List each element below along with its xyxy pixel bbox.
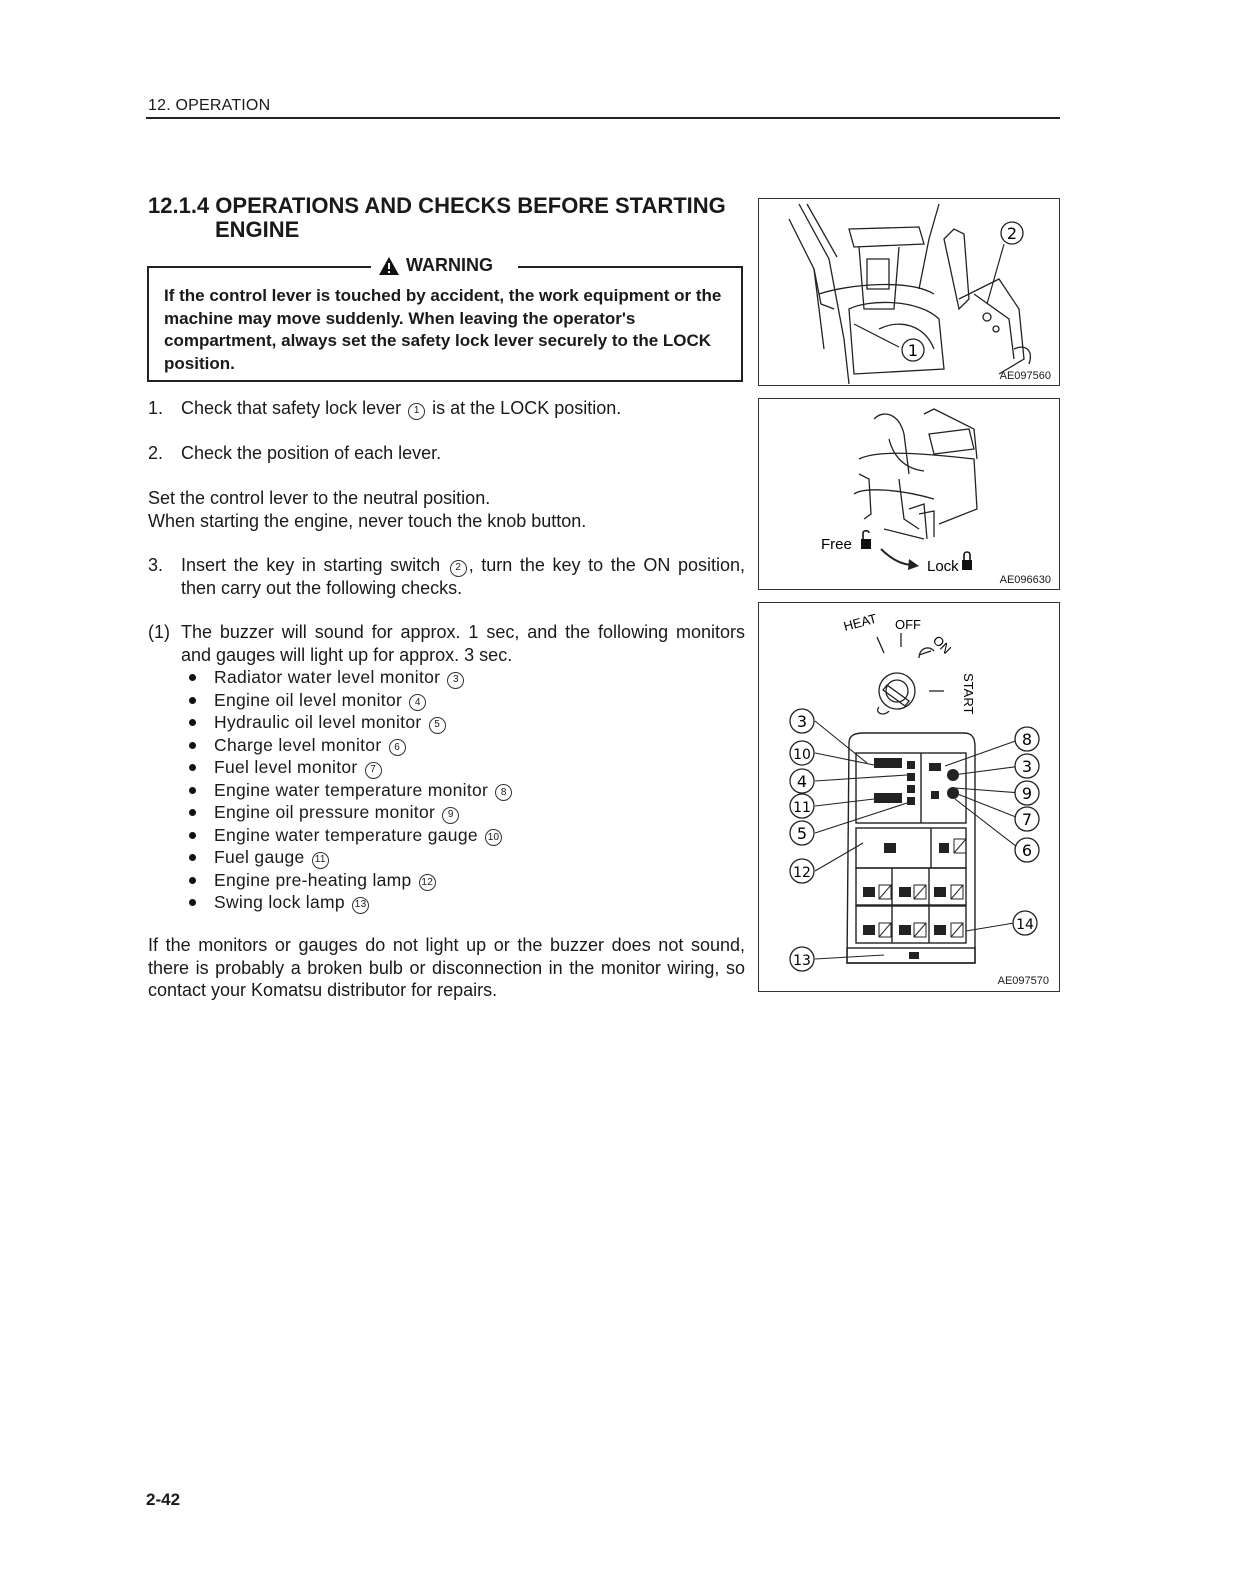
callout: 4 bbox=[796, 772, 808, 791]
step-3 bbox=[148, 554, 745, 599]
running-header: 12. OPERATION bbox=[148, 97, 271, 114]
warning-triangle-icon bbox=[378, 256, 400, 276]
callout: 14 bbox=[1016, 917, 1034, 933]
cab-illustration bbox=[759, 199, 1058, 384]
callout: 5 bbox=[796, 824, 808, 843]
callouts-right bbox=[1013, 727, 1039, 935]
warning-label: WARNING bbox=[406, 255, 493, 275]
ref-circle: 6 bbox=[389, 739, 406, 756]
ref-circle: 11 bbox=[312, 852, 329, 869]
ref-circle: 10 bbox=[485, 829, 502, 846]
list-item: Engine pre-heating lamp 12 bbox=[148, 869, 748, 892]
list-item: Engine water temperature gauge 10 bbox=[148, 824, 748, 847]
list-item: Swing lock lamp 13 bbox=[148, 891, 748, 914]
substep-1-number: (1) bbox=[148, 622, 170, 642]
callout: 3 bbox=[1021, 757, 1033, 776]
ref-circle: 13 bbox=[352, 897, 369, 914]
ref-circle: 9 bbox=[442, 807, 459, 824]
unlock-icon bbox=[861, 531, 871, 549]
step-3-text-a: Insert the key in starting switch bbox=[181, 555, 441, 575]
step-2 bbox=[148, 442, 748, 465]
warning-heading bbox=[378, 255, 493, 276]
step-3-number: 3. bbox=[148, 555, 164, 575]
ref-circle: 4 bbox=[409, 694, 426, 711]
ref-circle: 12 bbox=[419, 874, 436, 891]
free-label: Free bbox=[821, 536, 852, 553]
callouts-left bbox=[790, 709, 814, 971]
callout: 3 bbox=[796, 712, 808, 731]
callout: 10 bbox=[793, 747, 811, 763]
list-item: Engine water temperature monitor 8 bbox=[148, 779, 748, 802]
warning-text: If the control lever is touched by accident, the work equipment or the machine may move suddenly. When leaving the operator's compartment, always set the safety lock lever securely to the LOCK position. bbox=[164, 286, 722, 373]
callout: 1 bbox=[907, 341, 919, 360]
step-3-text-b: , turn the key to the ON position, then carry out the following checks. bbox=[181, 555, 745, 598]
callout: 13 bbox=[793, 953, 811, 969]
step-3-body bbox=[181, 554, 745, 599]
substep-1 bbox=[148, 621, 745, 666]
switch-label-on: ON bbox=[929, 632, 955, 657]
ref-circle: 5 bbox=[429, 717, 446, 734]
list-item: Hydraulic oil level monitor 5 bbox=[148, 711, 748, 734]
figure-code: AE096630 bbox=[999, 574, 1051, 586]
step-2-number: 2. bbox=[148, 443, 164, 463]
callout: 9 bbox=[1021, 784, 1033, 803]
note-line-1: Set the control lever to the neutral position. bbox=[148, 488, 491, 508]
section-title-line1: 12.1.4 OPERATIONS AND CHECKS BEFORE STARTING bbox=[148, 193, 726, 218]
figure-monitor-panel bbox=[758, 602, 1060, 992]
ref-circle: 2 bbox=[450, 560, 467, 577]
list-item: Fuel gauge 11 bbox=[148, 846, 748, 869]
page-number: 2-42 bbox=[146, 1490, 181, 1509]
step-1-text-a: Check that safety lock lever bbox=[181, 398, 402, 418]
callout: 2 bbox=[1006, 224, 1018, 243]
closing-paragraph: If the monitors or gauges do not light up or the buzzer does not sound, there is probably a broken bulb or disconnection in the monitor wiring, so contact your Komatsu distributor for repairs. bbox=[148, 935, 745, 1000]
substep-1-text: The buzzer will sound for approx. 1 sec, and the following monitors and gauges will light up for approx. 3 sec. bbox=[181, 622, 745, 665]
section-title-line2: ENGINE bbox=[215, 217, 300, 242]
step-2-text: Check the position of each lever. bbox=[181, 443, 442, 463]
callout: 7 bbox=[1021, 810, 1033, 829]
figure-code: AE097560 bbox=[999, 370, 1051, 382]
note bbox=[148, 487, 748, 532]
callout: 11 bbox=[793, 800, 811, 816]
ref-circle: 7 bbox=[365, 762, 382, 779]
step-1 bbox=[148, 397, 748, 420]
switch-label-off: OFF bbox=[895, 617, 921, 632]
section-title bbox=[148, 194, 738, 242]
step-1-number: 1. bbox=[148, 398, 164, 418]
lock-label: Lock bbox=[927, 558, 959, 575]
figure-lock-lever bbox=[758, 398, 1060, 590]
ref-circle: 8 bbox=[495, 784, 512, 801]
ref-circle: 3 bbox=[447, 672, 464, 689]
gauge-indicators bbox=[863, 758, 959, 959]
figure-code: AE097570 bbox=[997, 975, 1049, 987]
callout: 6 bbox=[1021, 841, 1033, 860]
callout: 8 bbox=[1021, 730, 1033, 749]
lock-lever-illustration bbox=[759, 399, 1058, 588]
list-item: Fuel level monitor 7 bbox=[148, 756, 748, 779]
lock-icon bbox=[962, 552, 972, 570]
callout: 12 bbox=[793, 865, 811, 881]
monitor-list bbox=[148, 666, 748, 914]
header-rule bbox=[146, 117, 1060, 119]
switch-label-start: START bbox=[961, 673, 976, 715]
list-item: Radiator water level monitor 3 bbox=[148, 666, 748, 689]
figure-cab bbox=[758, 198, 1060, 386]
list-item: Engine oil level monitor 4 bbox=[148, 689, 748, 712]
note-line-2: When starting the engine, never touch the knob button. bbox=[148, 510, 587, 531]
list-item: Engine oil pressure monitor 9 bbox=[148, 801, 748, 824]
switch-label-heat: HEAT bbox=[841, 610, 879, 634]
ref-circle: 1 bbox=[408, 403, 425, 420]
step-1-text-b: is at the LOCK position. bbox=[432, 398, 622, 418]
monitor-panel-illustration bbox=[759, 603, 1058, 990]
list-item: Charge level monitor 6 bbox=[148, 734, 748, 757]
